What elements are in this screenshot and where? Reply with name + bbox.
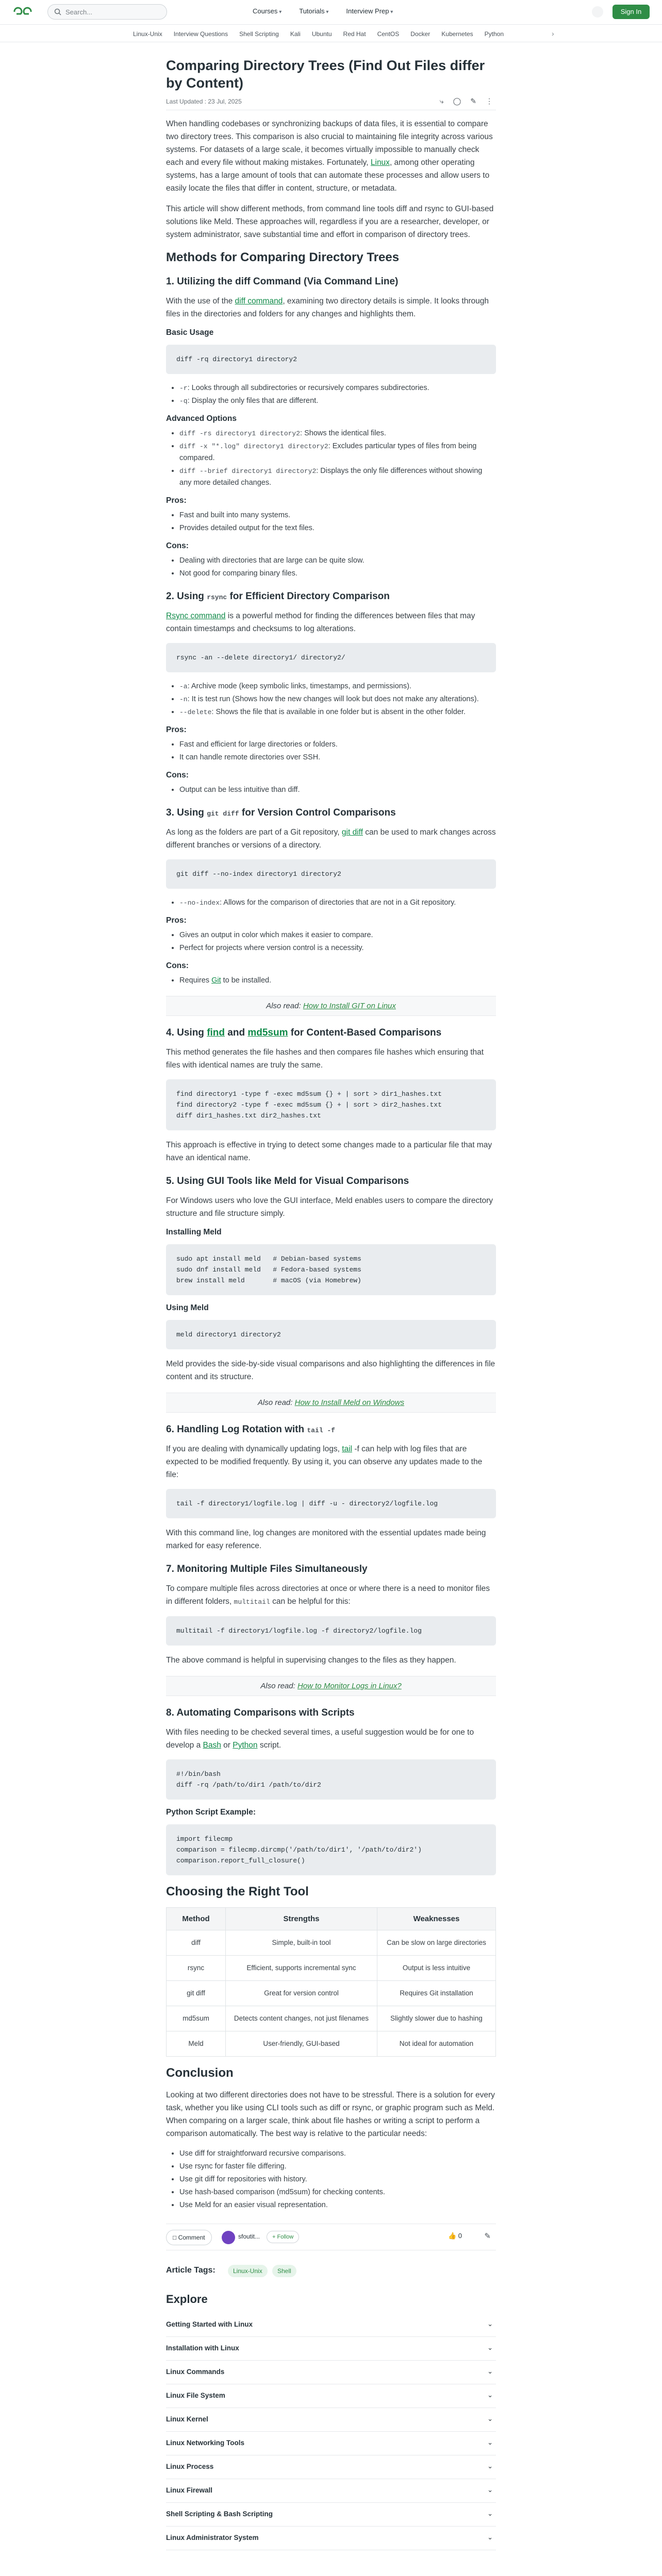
list-item: • Gives an output in color which makes it easier to compare.	[179, 929, 496, 941]
search-input[interactable]	[47, 4, 167, 20]
md5sum-link[interactable]: md5sum	[247, 1027, 288, 1038]
chevron-down-icon: ⌄	[487, 2415, 493, 2422]
python-link[interactable]: Python	[233, 1741, 258, 1750]
article	[166, 57, 496, 2550]
section-heading: 7. Monitoring Multiple Files Simultaneously	[166, 1564, 368, 1574]
list-item: • --delete: Shows the file that is available in one folder but is absent in the other folder.	[179, 706, 496, 718]
code-block[interactable]: sudo apt install meld # Debian-based systems sudo dnf install meld # Fedora-based systems brew install meld # macOS (via Homebrew)	[166, 1244, 496, 1295]
paragraph: Looking at two different directories does not have to be stressful. There is a solution for every task, whether you like using CLI tools such as diff or rsync, or graphic program such as Meld. When comparing on a larger scale, think about file hashes or writing a script to perform a comparison automatically. The best way is relative to the particular needs:	[166, 2091, 495, 2138]
intro-paragraph: This article will show different methods, from command line tools diff and rsync to GUI-based solutions like Meld. These approaches will, regardless if you are a researcher, developer, or system administrator, save substantial time and effort in comparison of directory trees.	[166, 205, 494, 239]
subheading: Python Script Example:	[166, 1808, 256, 1817]
subnav-item[interactable]: Red Hat	[343, 30, 366, 38]
table-cell: Can be slow on large directories	[377, 1930, 495, 1956]
comment-icon[interactable]: ◯	[453, 97, 461, 105]
find-link[interactable]: find	[207, 1027, 225, 1038]
like-button[interactable]: 👍 0	[448, 2232, 462, 2240]
table-header: Strengths	[226, 1908, 377, 1930]
code-block[interactable]: find directory1 -type f -exec md5sum {} + | sort > dir1_hashes.txt find directory2 -type f -exec md5sum {} + | sort > dir2_hashes.txt diff dir1_hashes.txt dir2_hashes.txt	[166, 1079, 496, 1130]
author-name[interactable]: sfoutit...	[238, 2233, 260, 2240]
subheading: Basic Usage	[166, 328, 214, 337]
pros-label: Pros:	[166, 916, 187, 925]
bullet-list	[166, 784, 496, 796]
avatar[interactable]	[222, 2231, 235, 2244]
tag-chip[interactable]: Shell	[272, 2265, 296, 2277]
list-item: • Provides detailed output for the text files.	[179, 522, 496, 534]
bullet-list	[166, 975, 496, 987]
table-row	[167, 1981, 496, 2006]
section-heading: 3. Using git diff for Version Control Comparisons	[166, 807, 396, 818]
explore-item[interactable]: Linux Administrator System ⌄	[166, 2527, 496, 2550]
table-cell: Meld	[167, 2031, 226, 2057]
cons-label: Cons:	[166, 771, 189, 779]
paragraph: Rsync command is a powerful method for finding the differences between files that may contain timestamps and checksums to log alterations.	[166, 612, 475, 633]
section-heading: 5. Using GUI Tools like Meld for Visual Comparisons	[166, 1176, 409, 1187]
bullet-list	[166, 681, 496, 718]
linux-link[interactable]: Linux	[370, 158, 390, 167]
table-cell: Requires Git installation	[377, 1981, 495, 2006]
list-item: • Use git diff for repositories with history.	[179, 2174, 496, 2185]
chevron-down-icon: ⌄	[487, 2320, 493, 2328]
article-tags	[166, 2262, 496, 2282]
list-item: • It can handle remote directories over SSH.	[179, 752, 496, 764]
subnav-item[interactable]: Python	[484, 30, 504, 38]
comment-button[interactable]: □ Comment	[166, 2230, 212, 2245]
also-read-link[interactable]: How to Install Meld on Windows	[294, 1398, 405, 1407]
explore-item[interactable]: Linux Process ⌄	[166, 2455, 496, 2479]
chevron-down-icon: ⌄	[487, 2344, 493, 2351]
explore-item[interactable]: Linux Networking Tools ⌄	[166, 2432, 496, 2455]
bullet-list	[166, 555, 496, 580]
code-block[interactable]: git diff --no-index directory1 directory2	[166, 859, 496, 889]
subnav-item[interactable]: CentOS	[377, 30, 400, 38]
also-read-link[interactable]: How to Monitor Logs in Linux?	[297, 1682, 402, 1690]
section-heading: 1. Utilizing the diff Command (Via Command Line)	[166, 276, 399, 287]
article-title: Comparing Directory Trees (Find Out Files differ by Content)	[166, 58, 485, 91]
engagement-bar	[166, 2224, 496, 2250]
like-count: 0	[458, 2232, 462, 2240]
explore-item[interactable]: Linux Firewall ⌄	[166, 2479, 496, 2503]
list-item: • Use rsync for faster file differing.	[179, 2161, 496, 2173]
sign-in-button[interactable]: Sign In	[613, 5, 650, 19]
diff-command-link[interactable]: diff command	[235, 297, 283, 306]
chevron-down-icon: ⌄	[487, 2533, 493, 2541]
table-cell: diff	[167, 1930, 226, 1956]
also-read-banner: Also read: How to Install Meld on Windows	[166, 1393, 496, 1413]
list-item: • -q: Display the only files that are different.	[179, 395, 496, 407]
table-row	[167, 1930, 496, 1956]
cons-label: Cons:	[166, 961, 189, 970]
also-read-link[interactable]: How to Install GIT on Linux	[303, 1002, 396, 1010]
list-item: • Fast and efficient for large directories or folders.	[179, 739, 496, 751]
rsync-command-link[interactable]: Rsync command	[166, 612, 226, 620]
paragraph: As long as the folders are part of a Git repository, git diff can be used to mark changes across different branches or versions of a directory.	[166, 828, 496, 850]
bullet-list	[166, 382, 496, 407]
list-item: • Perfect for projects where version control is a necessity.	[179, 942, 496, 954]
search-placeholder: Search...	[65, 8, 93, 16]
paragraph: With this command line, log changes are monitored with the essential updates made being marked for easy reference.	[166, 1529, 486, 1550]
list-item: • diff -rs directory1 directory2: Shows the identical files.	[179, 428, 496, 439]
list-item: • diff --brief directory1 directory2: Displays the only file differences without showing any more detailed changes.	[179, 465, 496, 489]
paragraph: With files needing to be checked several times, a useful suggestion would be for one to develop a Bash or Python script.	[166, 1728, 474, 1750]
improve-icon[interactable]: ✎	[484, 2232, 491, 2241]
section-heading: 4. Using find and md5sum for Content-Based Comparisons	[166, 1027, 442, 1038]
paragraph: The above command is helpful in supervising changes to the files as they happen.	[166, 1656, 456, 1665]
bullet-list	[166, 739, 496, 764]
section-heading: 6. Handling Log Rotation with tail -f	[166, 1424, 335, 1435]
paragraph: For Windows users who love the GUI interface, Meld enables users to compare the directory structure and file structure simply.	[166, 1196, 493, 1218]
section-heading: Choosing the Right Tool	[166, 1885, 309, 1899]
bullet-list	[166, 428, 496, 489]
subnav-next-icon[interactable]: ›	[552, 29, 554, 38]
paragraph: Meld provides the side-by-side visual comparisons and also highlighting the differences in file content and its structure.	[166, 1360, 495, 1381]
list-item: • Requires Git to be installed.	[179, 975, 496, 987]
explore-accordion	[166, 2313, 496, 2550]
table-header: Method	[167, 1908, 226, 1930]
table-cell: Great for version control	[226, 1981, 377, 2006]
article-meta	[166, 97, 496, 110]
code-block[interactable]: rsync -an --delete directory1/ directory2/	[166, 643, 496, 672]
subnav-item[interactable]: Interview Questions	[173, 30, 228, 38]
bullet-list	[166, 2148, 496, 2211]
explore-title: Explore	[166, 2293, 208, 2306]
table-cell: md5sum	[167, 2006, 226, 2031]
table-cell: Output is less intuitive	[377, 1956, 495, 1981]
table-cell: Not ideal for automation	[377, 2031, 495, 2057]
subheading: Using Meld	[166, 1303, 209, 1312]
code-block[interactable]: #!/bin/bash diff -rq /path/to/dir1 /path/to/dir2	[166, 1759, 496, 1800]
explore-item[interactable]: Shell Scripting & Bash Scripting ⌄	[166, 2503, 496, 2527]
chevron-down-icon: ⌄	[487, 2438, 493, 2446]
cons-label: Cons:	[166, 541, 189, 550]
list-item: • Output can be less intuitive than diff.	[179, 784, 496, 796]
subnav-item[interactable]: Kubernetes	[441, 30, 473, 38]
bullet-list	[166, 510, 496, 534]
edit-icon[interactable]: ✎	[470, 97, 476, 105]
search-icon	[54, 8, 61, 15]
chevron-down-icon: ⌄	[487, 2462, 493, 2470]
table-cell: User-friendly, GUI-based	[226, 2031, 377, 2057]
code-block[interactable]: meld directory1 directory2	[166, 1320, 496, 1349]
chevron-down-icon: ⌄	[487, 2367, 493, 2375]
category-subnav	[0, 25, 662, 42]
also-read-banner: Also read: How to Monitor Logs in Linux?	[166, 1676, 496, 1696]
chevron-down-icon: ⌄	[487, 2510, 493, 2517]
list-item: • -r: Looks through all subdirectories or recursively compares subdirectories.	[179, 382, 496, 394]
subnav-item[interactable]: Docker	[410, 30, 431, 38]
tag-chip[interactable]: Linux-Unix	[228, 2265, 268, 2277]
comparison-table	[166, 1907, 496, 2057]
more-options-icon[interactable]: ⋮	[486, 97, 493, 105]
list-item: • -a: Archive mode (keep symbolic links, timestamps, and permissions).	[179, 681, 496, 692]
theme-toggle-icon[interactable]	[592, 6, 603, 18]
list-item: • Not good for comparing binary files.	[179, 568, 496, 580]
subnav-item[interactable]: Kali	[290, 30, 301, 38]
list-item: • Use hash-based comparison (md5sum) for checking contents.	[179, 2187, 496, 2198]
table-cell: Efficient, supports incremental sync	[226, 1956, 377, 1981]
table-cell: rsync	[167, 1956, 226, 1981]
git-diff-link[interactable]: git diff	[341, 828, 363, 837]
table-cell: Slightly slower due to hashing	[377, 2006, 495, 2031]
paragraph: If you are dealing with dynamically updating logs, tail -f can help with log files that are expected to be modified frequently. By using it, you can observe any updates made to the file:	[166, 1445, 483, 1479]
follow-button[interactable]: + Follow	[267, 2231, 299, 2243]
table-header-row	[167, 1908, 496, 1930]
list-item: • -n: It is test run (Shows how the new changes will look but does not make any alterations).	[179, 693, 496, 705]
paragraph: This method generates the file hashes and then compares file hashes which ensuring that files with identical names are truly the same.	[166, 1048, 484, 1070]
paragraph: To compare multiple files across directories at once or where there is a need to monitor files in different folders, multitail can be helpful for this:	[166, 1584, 490, 1606]
section-heading: 2. Using rsync for Efficient Directory Comparison	[166, 591, 390, 602]
last-updated: Last Updated : 23 Jul, 2025	[166, 98, 242, 105]
paragraph: This approach is effective in trying to detect some changes made to a particular file that may have an identical name.	[166, 1141, 492, 1162]
subnav-item[interactable]: Linux-Unix	[133, 30, 162, 38]
subnav-item[interactable]: Ubuntu	[311, 30, 332, 38]
code-block[interactable]: diff -rq directory1 directory2	[166, 345, 496, 374]
top-header	[0, 0, 662, 25]
bullet-list	[166, 929, 496, 954]
chevron-down-icon: ⌄	[487, 2486, 493, 2494]
pros-label: Pros:	[166, 496, 187, 505]
intro-paragraph: When handling codebases or synchronizing backups of data files, it is essential to compare two directory trees. This comparison is also crucial to maintaining file integrity across various systems. For datasets of a large scale, it becomes virtually impossible to manually check each and every file without making mistakes. Fortunately, Linux, among other operating systems, has a large amount of tools that can automate these processes and allow users to easily locate the files that differ in content, structure, or metadata.	[166, 120, 493, 193]
subnav-item[interactable]: Shell Scripting	[239, 30, 279, 38]
table-row	[167, 2006, 496, 2031]
table-cell: Simple, built-in tool	[226, 1930, 377, 1956]
list-item: • Dealing with directories that are large can be quite slow.	[179, 555, 496, 567]
table-row	[167, 1956, 496, 1981]
list-item: • Fast and built into many systems.	[179, 510, 496, 521]
section-heading: Conclusion	[166, 2066, 234, 2080]
explore-item[interactable]: Installation with Linux ⌄	[166, 2337, 496, 2361]
gfg-logo-icon[interactable]	[12, 6, 33, 18]
table-cell: Detects content changes, not just filenames	[226, 2006, 377, 2031]
table-header: Weaknesses	[377, 1908, 495, 1930]
code-block[interactable]: import filecmp comparison = filecmp.dircmp('/path/to/dir1', '/path/to/dir2') comparison.report_full_closure()	[166, 1824, 496, 1875]
bash-link[interactable]: Bash	[203, 1741, 221, 1750]
chevron-down-icon: ⌄	[487, 2391, 493, 2399]
pros-label: Pros:	[166, 725, 187, 734]
list-item: • Use Meld for an easier visual representation.	[179, 2199, 496, 2211]
explore-item[interactable]: Getting Started with Linux ⌄	[166, 2313, 496, 2337]
paragraph: With the use of the diff command, examining two directory details is simple. It looks through files in the directories and folders for any changes and highlights them.	[166, 297, 489, 318]
explore-item[interactable]: Linux Kernel ⌄	[166, 2408, 496, 2432]
nav-courses[interactable]: Courses ▾	[253, 7, 282, 15]
tags-label: Article Tags:	[166, 2266, 216, 2275]
explore-item[interactable]: Linux File System ⌄	[166, 2384, 496, 2408]
section-heading: 8. Automating Comparisons with Scripts	[166, 1707, 355, 1718]
git-link[interactable]: Git	[211, 976, 221, 985]
section-heading: Methods for Comparing Directory Trees	[166, 250, 400, 264]
tail-link[interactable]: tail	[342, 1445, 353, 1453]
explore-item[interactable]: Linux Commands ⌄	[166, 2361, 496, 2384]
list-item: • diff -x "*.log" directory1 directory2: Excludes particular types of files from being compared.	[179, 440, 496, 464]
code-block[interactable]: tail -f directory1/logfile.log | diff -u - directory2/logfile.log	[166, 1489, 496, 1518]
table-cell: git diff	[167, 1981, 226, 2006]
also-read-banner: Also read: How to Install GIT on Linux	[166, 996, 496, 1016]
share-icon[interactable]: ⤷	[439, 97, 444, 105]
bullet-list	[166, 897, 496, 909]
nav-interview-prep[interactable]: Interview Prep ▾	[346, 7, 393, 15]
subheading: Advanced Options	[166, 414, 237, 423]
code-block[interactable]: multitail -f directory1/logfile.log -f directory2/logfile.log	[166, 1616, 496, 1646]
table-row	[167, 2031, 496, 2057]
top-nav	[253, 7, 393, 15]
nav-tutorials[interactable]: Tutorials ▾	[299, 7, 328, 15]
list-item: • Use diff for straightforward recursive comparisons.	[179, 2148, 496, 2160]
subheading: Installing Meld	[166, 1228, 222, 1236]
list-item: • --no-index: Allows for the comparison of directories that are not in a Git repository.	[179, 897, 496, 909]
